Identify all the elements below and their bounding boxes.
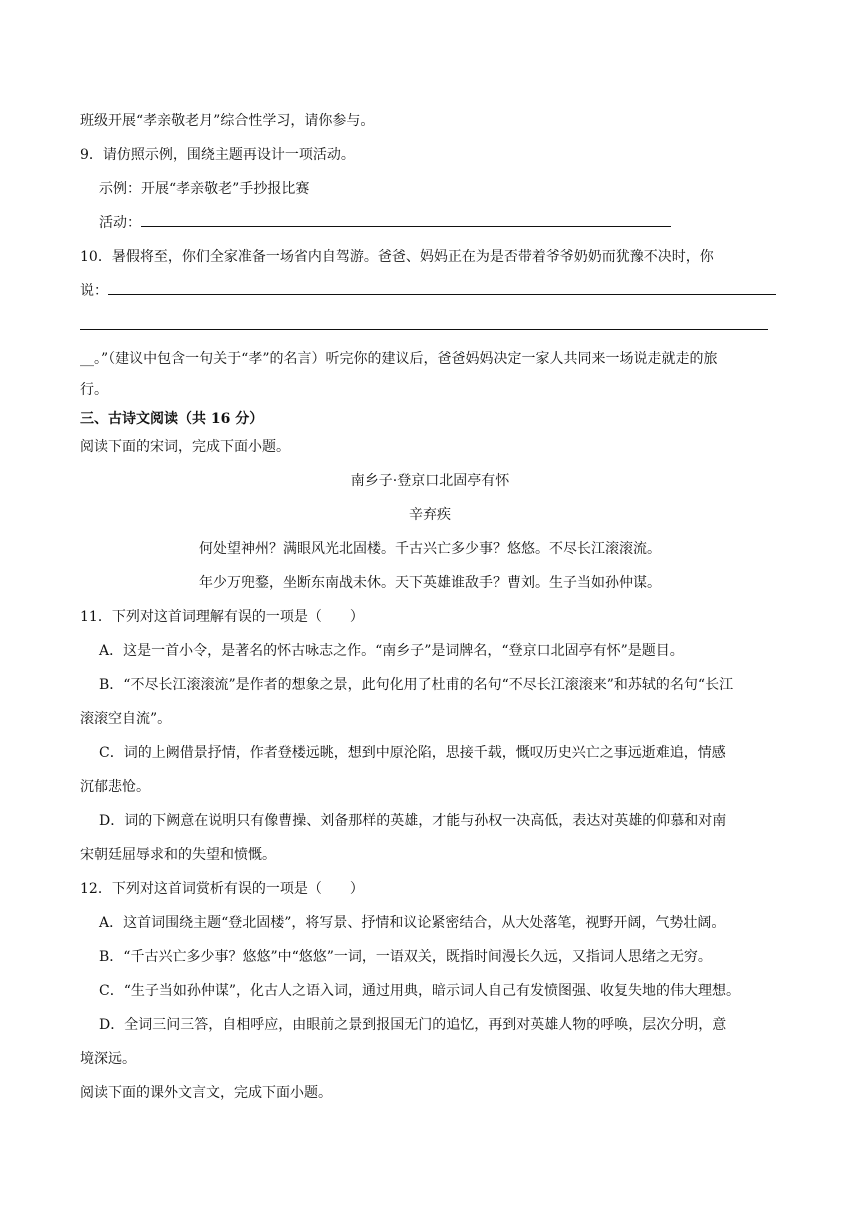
q10-tail-line2: 行。 — [80, 382, 108, 398]
q10-stem: 10．暑假将至，你们全家准备一场省内自驾游。爸爸、妈妈正在为是否带着爷爷奶奶而犹豫不决时，你 — [80, 249, 714, 265]
q11-option-a: A．这是一首小令，是著名的怀古咏志之作。“南乡子”是词牌名，“登京口北固亭有怀”是题目。 — [99, 643, 684, 659]
q10-end-blank: __ — [80, 351, 94, 367]
classical-reading-intro: 阅读下面的课外文言文，完成下面小题。 — [80, 1085, 332, 1101]
poem-line-1: 何处望神州？满眼风光北固楼。千古兴亡多少事？悠悠。不尽长江滚滚流。 — [199, 541, 661, 557]
q12-stem: 12．下列对这首词赏析有误的一项是（ ） — [80, 881, 364, 897]
q9-stem: 9．请仿照示例，围绕主题再设计一项活动。 — [80, 147, 355, 163]
section3-heading: 三、古诗文阅读（共 16 分） — [80, 411, 264, 427]
q11-option-d: D．词的下阙意在说明只有像曹操、刘备那样的英雄，才能与孙权一决高低，表达对英雄的仰慕和对南 — [99, 813, 727, 829]
q11-option-c-cont: 沉郁悲怆。 — [80, 779, 150, 795]
activity-intro: 班级开展“孝亲敬老月”综合性学习，请你参与。 — [80, 113, 375, 129]
poem-line-2: 年少万兜鍪，坐断东南战未休。天下英雄谁敌手？曹刘。生子当如孙仲谋。 — [199, 575, 661, 591]
q12-option-d-cont: 境深远。 — [80, 1051, 136, 1067]
q9-answer-row — [99, 213, 671, 233]
q10-say-row — [80, 281, 776, 301]
q10-say-label: 说： — [80, 283, 108, 299]
q12-option-a: A．这首词围绕主题“登北固楼”，将写景、抒情和议论紧密结合，从大处落笔，视野开阔，气势壮阔。 — [99, 915, 726, 931]
section3-intro: 阅读下面的宋词，完成下面小题。 — [80, 439, 290, 455]
q10-tail-row — [80, 349, 717, 369]
q9-example: 示例：开展“孝亲敬老”手抄报比赛 — [99, 181, 310, 197]
q11-option-b-cont: 滚滚空自流”。 — [80, 711, 172, 727]
q11-option-d-cont: 宋朝廷屈辱求和的失望和愤慨。 — [80, 847, 276, 863]
q9-answer-blank[interactable] — [141, 214, 671, 227]
q10-answer-blank-1[interactable] — [108, 282, 776, 295]
q9-answer-label: 活动： — [99, 215, 141, 231]
poem-title: 南乡子·登京口北固亭有怀 — [350, 473, 510, 489]
q12-option-d: D．全词三问三答，自相呼应，由眼前之景到报国无门的追忆，再到对英雄人物的呼唤，层次分明，意 — [99, 1017, 727, 1033]
q11-stem: 11．下列对这首词理解有误的一项是（ ） — [80, 609, 364, 625]
q12-option-b: B．“千古兴亡多少事？悠悠”中“悠悠”一词，一语双关，既指时间漫长久远，又指词人思绪之无穷。 — [99, 949, 712, 965]
q12-option-c: C．“生子当如孙仲谋”，化古人之语入词，通过用典，暗示词人自己有发愤图强、收复失地的伟大理想。 — [99, 983, 741, 999]
q10-tail-line1: 。”（建议中包含一句关于“孝”的名言）听完你的建议后，爸爸妈妈决定一家人共同来一场说走就走的旅 — [94, 351, 718, 367]
q11-option-c: C．词的上阙借景抒情，作者登楼远眺，想到中原沦陷，思接千载，慨叹历史兴亡之事远逝难追，情感 — [99, 745, 726, 761]
q11-option-b: B．“不尽长江滚滚流”是作者的想象之景，此句化用了杜甫的名句“不尽长江滚滚来”和苏轼的名句“长江 — [99, 677, 734, 693]
q10-answer-blank-2[interactable] — [80, 329, 768, 330]
poem-author: 辛弃疾 — [409, 507, 451, 523]
